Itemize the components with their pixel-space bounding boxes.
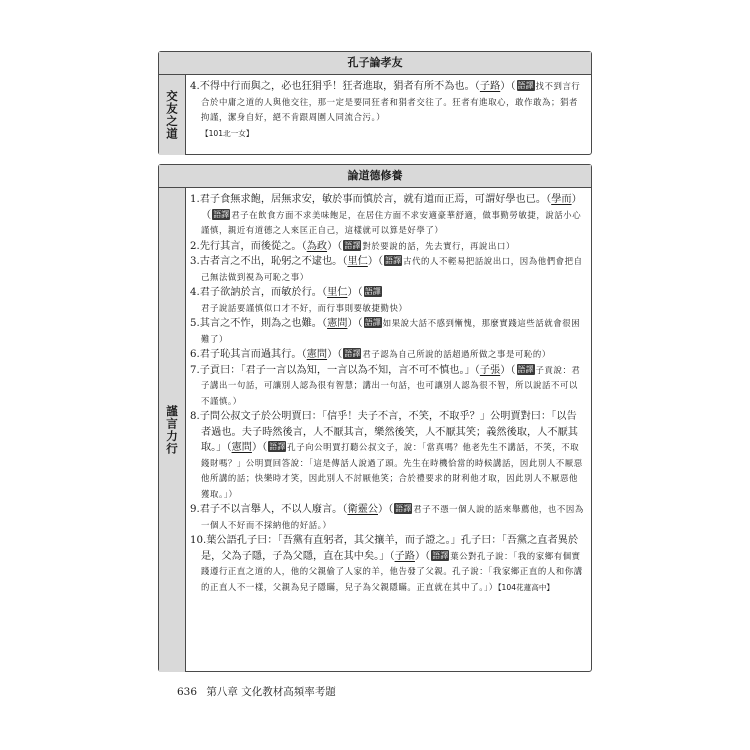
- panel-title: 孔子論孝友: [159, 52, 591, 75]
- source-chapter: 學而: [551, 194, 572, 205]
- quote-text: 9.君子不以言舉人，不以人廢言。（: [190, 504, 348, 515]
- panel-content: [186, 75, 591, 155]
- list-item: 1.君子食無求飽，居無求安，敏於事而慎於言，就有道而正焉，可謂好學也已。（學而）（ 語譯 君子在飲食方面不求美味飽足，在居住方面不求安適豪華舒適，做事勤勞敏捷，說話小心謹慎，親近有道德之人來匡正自己，這樣就可以算是好學了）: [190, 194, 582, 235]
- source-chapter: 里仁: [347, 256, 368, 267]
- source-chapter: 憲問: [327, 318, 348, 329]
- quote-text: 3.古者言之不出，恥躬之不逮也。（: [190, 256, 348, 267]
- translation-badge: 語譯: [213, 209, 230, 219]
- exam-citation: 【101北一女】: [201, 128, 254, 138]
- translation-text: 君子在飲食方面不求美味飽足，在居住方面不求安適豪華舒適，做事勤勞敏捷，說話小心謹慎，親近有道德之人來匡正自己，這樣就可以算是好學了）: [201, 209, 582, 235]
- list-item: 9.君子不以言舉人，不以人廢言。（衛靈公）（ 語譯 君子不憑一個人說的話來舉薦他，也不因為一個人不好而不採納他的好話。）: [190, 504, 584, 530]
- translation-text: 君子認為自己所說的話超過所做之事是可恥的）: [362, 349, 551, 359]
- translation-badge: 語譯: [517, 81, 534, 90]
- list-item: 6.君子恥其言而過其行。（憲問）（ 語譯 君子認為自己所說的話超過所做之事是可恥的）: [190, 349, 551, 360]
- quote-text: 7.子貢曰：「君子一言以為知，一言以為不知，言不可不慎也。」（: [190, 364, 480, 376]
- source-chapter: 憲問: [231, 442, 252, 453]
- quote-text: 6.君子恥其言而過其行。（: [190, 349, 307, 360]
- translation-badge: 語譯: [517, 364, 534, 374]
- page-number: 636: [177, 686, 198, 698]
- side-label-text: 謹言力行: [165, 405, 179, 455]
- translation-badge: 語譯: [385, 256, 402, 265]
- list-item: 7.子貢曰：「君子一言以為知，一言以為不知，言不可不慎也。」（子張）（ 語譯 子貢說：君子講出一句話，可讓別人認為很有智慧；講出一句話，也可讓別人認為很不智，所以說話不可以不謹慎。）: [190, 364, 581, 406]
- source-chapter: 為政: [306, 240, 328, 252]
- source-chapter: 子路: [479, 81, 501, 92]
- panel-title: 論道德修養: [159, 165, 591, 188]
- translation-text: 君子不憑一個人說的話來舉薦他，也不因為一個人不好而不採納他的好話。）: [201, 504, 584, 530]
- translation-text: 孔子向公明賈打聽公叔文子，說：「當真嗎？他老先生不講話，不笑，不取錢財嗎？」公明賈回答說：「這是傳話人說過了頭。先生在時機恰當的時候講話，因此別人不厭惡他所講的話；快樂時才笑，因此別人不討厭他笑；合於禮要求的財利他才取，因此別人不厭惡他獲取。」）: [201, 442, 583, 499]
- translation-badge: 語譯: [364, 287, 381, 296]
- source-chapter: 子張: [479, 364, 501, 376]
- translation-text: 如果說大話不感到慚愧，那麼實踐這些話就會很困難了）: [201, 318, 581, 344]
- page-footer: [177, 684, 336, 699]
- translation-badge: 語譯: [344, 240, 361, 250]
- quote-text: 4.不得中行而與之，必也狂狷乎！狂者進取，狷者有所不為也。（: [190, 81, 480, 92]
- side-label-text: 交友之道: [165, 90, 179, 140]
- translation-text: 古代的人不輕易把話說出口，因為他們會把自己無法做到視為可恥之事）: [201, 256, 583, 282]
- list-item: 3.古者言之不出，恥躬之不逮也。（里仁）（ 語譯 古代的人不輕易把話說出口，因為他們會把自己無法做到視為可恥之事）: [190, 256, 583, 282]
- translation-badge: 語譯: [395, 504, 412, 513]
- quote-text: 4.君子欲訥於言，而敏於行。（: [190, 287, 328, 298]
- translation-text: 子貢說：君子講出一句話，可讓別人認為很有智慧；講出一句話，也可讓別人認為很不智，所以說話不可以不謹慎。）: [201, 364, 581, 406]
- source-chapter: 子路: [394, 550, 415, 562]
- translation-badge: 語譯: [432, 550, 449, 560]
- side-label: [159, 75, 186, 155]
- quote-text: 2.先行其言，而後從之。（: [190, 240, 307, 252]
- list-item: 10.葉公語孔子曰：「吾黨有直躬者，其父攘羊，而子證之。」孔子曰：「吾黨之直者異於是，父為子隱，子為父隱，直在其中矣。」（子路）（ 語譯 葉公對孔子說：「我的家鄉有個實踐遵行正直之道的人，他的父親偷了人家的羊，他告發了父親。孔子說：「我家鄉正直的人和你講的正直人不一樣，父親為兒子隱瞞，兒子為父親隱瞞。正直就在其中了。」）【104花蓮高中】: [190, 535, 583, 592]
- quote-text: 5.其言之不怍，則為之也難。（: [190, 318, 328, 329]
- translation-text: 對於要說的話，先去實行，再說出口）: [362, 240, 515, 251]
- quote-text: 8.子問公叔文子於公明賈曰：「信乎！夫子不言，不笑，不取乎？」公明賈對曰：「以告者過也。夫子時然後言，人不厭其言，樂然後笑，人不厭其笑；義然後取，人不厭其取。」（: [190, 411, 578, 453]
- list-item: 5.其言之不怍，則為之也難。（憲問）（ 語譯 如果說大話不感到慚愧，那麼實踐這些話就會很困難了）: [190, 318, 581, 344]
- translation-badge: 語譯: [364, 318, 381, 327]
- source-chapter: 衛靈公: [347, 504, 378, 515]
- panel-content: [186, 188, 591, 672]
- panel-moral-cultivation: [158, 164, 592, 672]
- panel-friendship: [158, 51, 592, 155]
- translation-text: 找不到言行合於中庸之道的人與他交往，那一定是要同狂者和狷者交往了。狂者有進取心，敢作敢為；狷者拘謹，潔身自好，絕不肯跟周圍人同流合污。）: [201, 81, 581, 122]
- translation-text: 葉公對孔子說：「我的家鄉有個實踐遵行正直之道的人，他的父親偷了人家的羊，他告發了父親。孔子說：「我家鄉正直的人和你講的正直人不一樣，父親為兒子隱瞞，兒子為父親隱瞞。正直就在其中了。」）: [201, 550, 583, 592]
- list-item: 4.不得中行而與之，必也狂狷乎！狂者進取，狷者有所不為也。（子路）（ 語譯 找不到言行合於中庸之道的人與他交往，那一定是要同狂者和狷者交往了。狂者有進取心，敢作敢為；狷者拘謹，潔身自好，絕不肯跟周圍人同流合污。） 【101北一女】: [190, 81, 581, 138]
- chapter-title: 第八章 文化教材高頻率考題: [206, 686, 336, 698]
- list-item: 2.先行其言，而後從之。（為政）（ 語譯 對於要說的話，先去實行，再說出口）: [190, 240, 515, 252]
- quote-text: 10.葉公語孔子曰：「吾黨有直躬者，其父攘羊，而子證之。」孔子曰：「吾黨之直者異於是，父為子隱，子為父隱，直在其中矣。」（: [190, 535, 579, 562]
- exam-citation: 【104花蓮高中】: [497, 582, 555, 592]
- source-chapter: 憲問: [306, 349, 328, 360]
- list-item: 8.子問公叔文子於公明賈曰：「信乎！夫子不言，不笑，不取乎？」公明賈對曰：「以告者過也。夫子時然後言，人不厭其言，樂然後笑，人不厭其笑；義然後取，人不厭其取。」（憲問）（ 語譯 孔子向公明賈打聽公叔文子，說：「當真嗎？他老先生不講話，不笑，不取錢財嗎？」公明賈回答說：「這是傳話人說過了頭。先生在時機恰當的時候講話，因此別人不厭惡他所講的話；快樂時才笑，因此別人不討厭他笑；合於禮要求的財利他才取，因此別人不厭惡他獲取。」）: [190, 411, 583, 499]
- quote-text: 1.君子食無求飽，居無求安，敏於事而慎於言，就有道而正焉，可謂好學也已。（: [190, 194, 552, 205]
- translation-badge: 語譯: [269, 442, 286, 451]
- source-chapter: 里仁: [327, 287, 348, 298]
- translation-badge: 語譯: [344, 349, 361, 358]
- translation-text: 君子說話要謹慎似口才不好，而行事則要敏捷勤快）: [201, 302, 408, 313]
- side-label: [159, 188, 186, 672]
- list-item: 4.君子欲訥於言，而敏於行。（里仁）（ 語譯君子說話要謹慎似口才不好，而行事則要敏捷勤快）: [190, 287, 408, 313]
